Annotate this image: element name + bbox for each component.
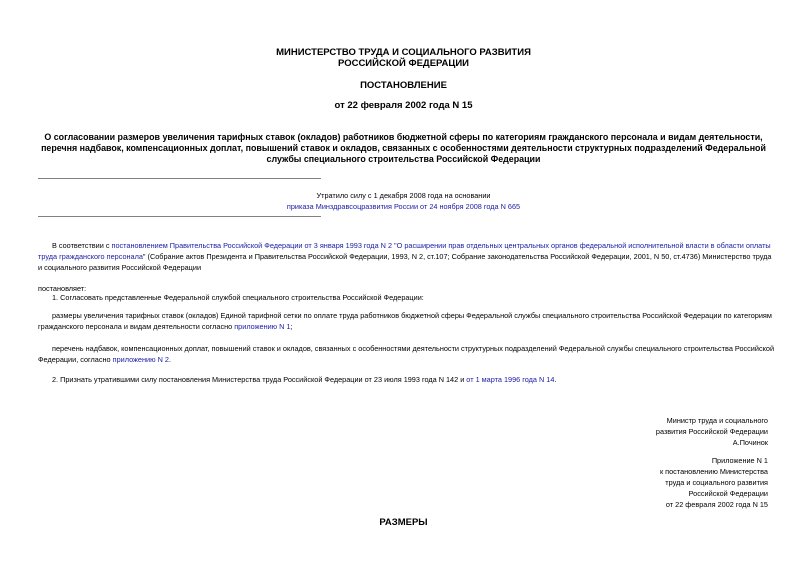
preamble-link-cont[interactable]: труда гражданского персонала — [38, 252, 143, 261]
appendix-line-2: к постановлению Министерства — [659, 467, 768, 476]
title-line-3: службы специального строительства Российской Федерации — [266, 154, 541, 164]
preamble-suffix-1: " (Собрание актов Президента и Правительства Российской Федерации, 1993, N 2, ст.107; Собрание законодательства Российской Федерации, 2001, N 50, ст.4736) Министерство труда — [142, 252, 772, 261]
signature-block — [468, 415, 768, 448]
signature-line-1: Министр труда и социального — [666, 416, 768, 425]
ministry-name — [0, 47, 807, 69]
appendix-heading: РАЗМЕРЫ — [379, 517, 428, 528]
decrees-word: постановляет: — [38, 284, 87, 293]
doc-date-number: от 22 февраля 2002 года N 15 — [334, 100, 473, 111]
para2-suffix: . — [168, 355, 171, 364]
preamble-prefix: В соответствии с — [52, 241, 112, 250]
preamble-link[interactable]: постановлением Правительства Российской Федерации от 3 января 1993 года N 2 "О расширении прав отдельных центральных органов федеральной исполнительной власти в области оплаты — [111, 241, 771, 250]
divider-bottom — [38, 216, 321, 217]
item-1: 1. Согласовать представленные Федеральной службой специального строительства Российской Федерации: — [52, 293, 424, 302]
ministry-line-2: РОССИЙСКОЙ ФЕДЕРАЦИИ — [337, 58, 469, 69]
para1-prefix: гражданского персонала и видам деятельности согласно — [38, 322, 235, 331]
repealed-decree-link[interactable]: от 1 марта 1996 года N 14 — [466, 375, 555, 384]
para1-suffix: ; — [290, 322, 293, 331]
preamble-suffix-2: и социального развития Российской Федерации — [38, 263, 202, 272]
paragraph-1 — [38, 310, 778, 332]
item2-prefix: 2. Признать утратившими силу постановления Министерства труда Российской Федерации от 23 июля 1993 года N 142 и — [52, 375, 467, 384]
signature-line-2: развития Российской Федерации — [655, 427, 768, 436]
appendix-line-3: труда и социального развития — [665, 478, 768, 487]
item2-suffix: . — [554, 375, 557, 384]
status-note — [0, 190, 807, 212]
appendix-line-4: Российской Федерации — [688, 489, 768, 498]
preamble — [38, 240, 778, 273]
signature-name: А.Починок — [732, 438, 768, 447]
doc-type: ПОСТАНОВЛЕНИЕ — [360, 80, 447, 91]
title-line-2: перечня надбавок, компенсационных доплат, повышений ставок и окладов, связанных с особенностями деятельности структурных подразделений Федеральной — [41, 143, 766, 153]
item-2 — [52, 374, 556, 385]
ministry-line-1: МИНИСТЕРСТВО ТРУДА И СОЦИАЛЬНОГО РАЗВИТИЯ — [276, 47, 531, 58]
divider-top — [38, 178, 321, 179]
para2-prefix: Федерации, согласно — [38, 355, 113, 364]
appendix-block — [468, 455, 768, 510]
appendix-line-1: Приложение N 1 — [711, 456, 768, 465]
appendix-2-link[interactable]: приложению N 2 — [112, 355, 169, 364]
paragraph-2 — [38, 343, 778, 365]
para1-line1: размеры увеличения тарифных ставок (окладов) Единой тарифной сетки по оплате труда работников бюджетной сферы Федеральной службы специального строительства Российской Федерации по категориям — [52, 311, 772, 320]
para2-line1: перечень надбавок, компенсационных доплат, повышений ставок и окладов, связанных с особенностями деятельности структурных подразделений Федеральной службы специального строительства Российской — [52, 344, 775, 353]
document-title — [20, 132, 787, 165]
appendix-1-link[interactable]: приложению N 1 — [234, 322, 291, 331]
title-line-1: О согласовании размеров увеличения тарифных ставок (окладов) работников бюджетной сферы по категориям гражданского персонала и видам деятельности, — [44, 132, 763, 142]
status-line: Утратило силу с 1 декабря 2008 года на основании — [316, 191, 491, 200]
appendix-line-5: от 22 февраля 2002 года N 15 — [665, 500, 768, 509]
status-link[interactable]: приказа Минздравсоцразвития России от 24 ноября 2008 года N 665 — [286, 202, 521, 211]
